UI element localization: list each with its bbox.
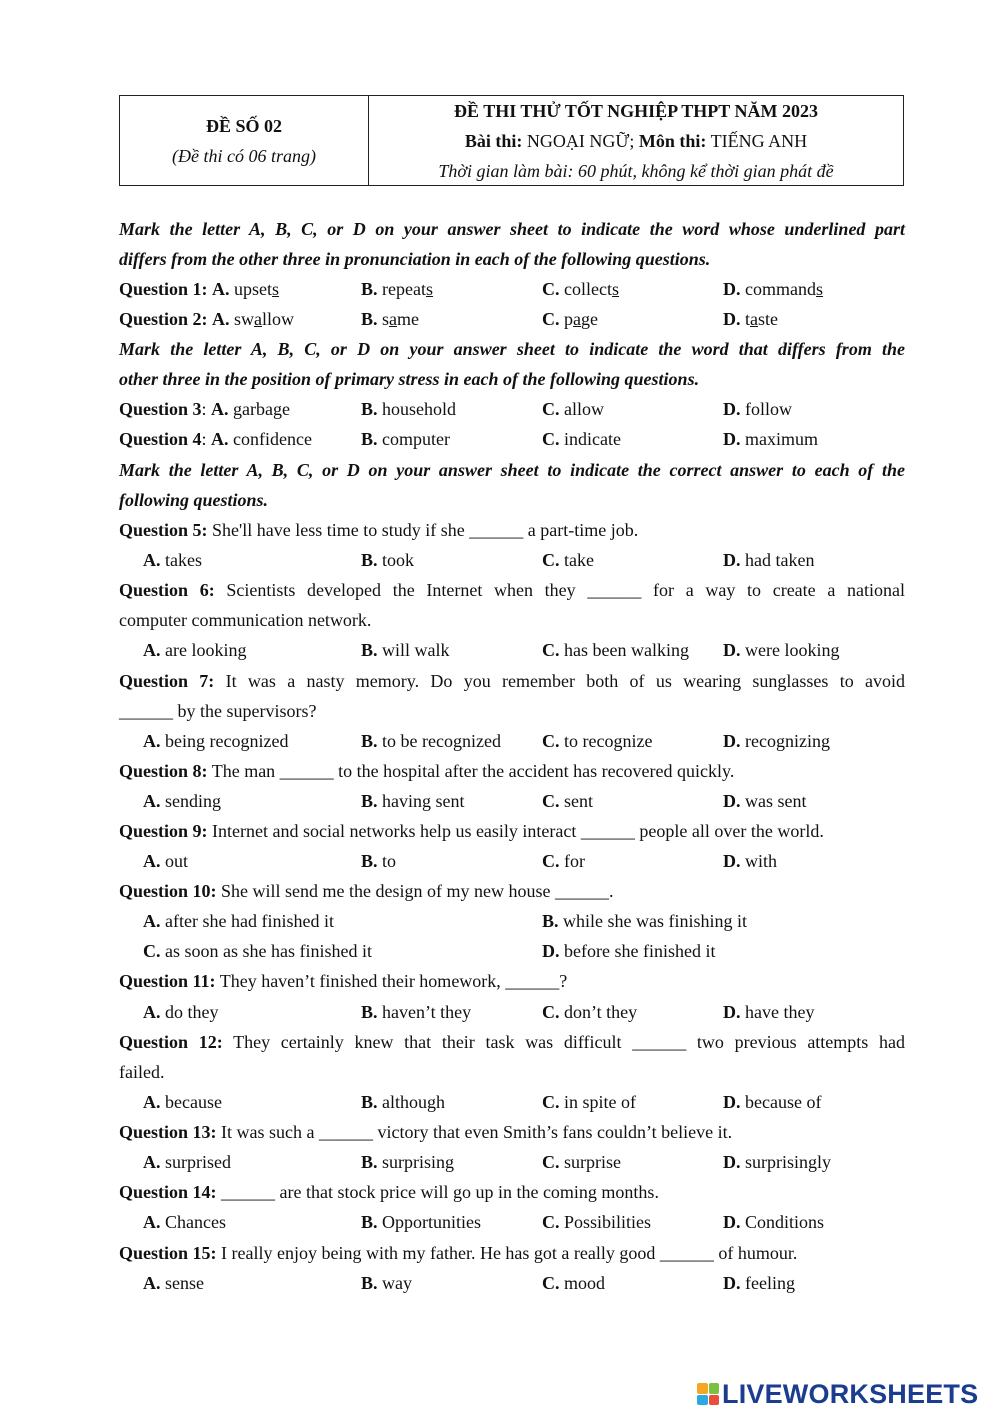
q8-option-d[interactable]: was sent: [745, 791, 807, 811]
q7-option-b[interactable]: to be recognized: [382, 731, 501, 751]
question-9-stem: Question 9: Internet and social networks help us easily interact ______ people all over the world.: [119, 821, 824, 841]
q1-option-d[interactable]: commands: [745, 279, 823, 299]
question-5-stem: Question 5: She'll have less time to study if she ______ a part-time job.: [119, 520, 639, 540]
question-13-stem: Question 13: It was such a ______ victory that even Smith’s fans couldn’t believe it.: [119, 1122, 733, 1142]
q3-option-c[interactable]: allow: [564, 399, 604, 419]
question-10-options-row1: A. after she had finished it B. while she was finishing it: [143, 911, 747, 931]
q2-option-c[interactable]: page: [564, 309, 598, 329]
question-6-options: A. are looking B. will walk C. has been walking D. were looking: [143, 640, 840, 660]
q3-option-b[interactable]: household: [382, 399, 457, 419]
q14-option-a[interactable]: Chances: [165, 1212, 226, 1232]
question-3: Question 3: A. garbage B. household C. allow D. follow: [119, 399, 792, 419]
liveworksheets-logo-text: LIVEWORKSHEETS: [722, 1378, 979, 1409]
q12-option-c[interactable]: in spite of: [564, 1092, 636, 1112]
exam-number: ĐỀ SỐ 02: [205, 115, 283, 136]
question-13-options: A. surprised B. surprising C. surprise D. surprisingly: [143, 1152, 832, 1172]
exam-title: ĐỀ THI THỬ TỐT NGHIỆP THPT NĂM 2023: [454, 100, 818, 121]
q9-option-a[interactable]: out: [165, 851, 189, 871]
question-7-options: A. being recognized B. to be recognized C. to recognize D. recognizing: [143, 731, 830, 751]
question-11-stem: Question 11: They haven’t finished their homework, ______?: [119, 971, 568, 991]
q13-option-a[interactable]: surprised: [165, 1152, 231, 1172]
q4-option-b[interactable]: computer: [382, 429, 450, 449]
q3-option-d[interactable]: follow: [745, 399, 792, 419]
q11-option-b[interactable]: haven’t they: [382, 1002, 472, 1022]
question-14-stem: Question 14: ______ are that stock price will go up in the coming months.: [119, 1182, 659, 1202]
q15-option-d[interactable]: feeling: [745, 1273, 795, 1293]
q8-option-b[interactable]: having sent: [382, 791, 465, 811]
q4-option-c[interactable]: indicate: [564, 429, 621, 449]
instruction-pronunciation-line2: differs from the other three in pronunciation in each of the following questions.: [119, 249, 711, 269]
question-10-stem: Question 10: She will send me the design of my new house ______.: [119, 881, 614, 901]
q2-option-d[interactable]: taste: [745, 309, 779, 329]
liveworksheets-watermark[interactable]: [697, 1380, 978, 1408]
q11-option-a[interactable]: do they: [165, 1002, 219, 1022]
question-4: Question 4: A. confidence B. computer C. indicate D. maximum: [119, 429, 818, 449]
q7-option-d[interactable]: recognizing: [745, 731, 830, 751]
question-9-options: A. out B. to C. for D. with: [143, 851, 778, 871]
question-7-stem-line1: Question 7: It was a nasty memory. Do you remember both of us wearing sunglasses to avoid: [119, 671, 906, 691]
q5-option-d[interactable]: had taken: [745, 550, 815, 570]
question-10-options-row2: C. as soon as she has finished it D. before she finished it: [143, 941, 716, 961]
q15-option-c[interactable]: mood: [564, 1273, 606, 1293]
question-8-options: A. sending B. having sent C. sent D. was sent: [143, 791, 807, 811]
instruction-correct-line2: following questions.: [119, 490, 269, 510]
q9-option-c[interactable]: for: [564, 851, 585, 871]
q1-option-b[interactable]: repeats: [382, 279, 433, 299]
q1-option-c[interactable]: collects: [564, 279, 619, 299]
question-2: Question 2: A. swallow B. same C. page D. taste: [119, 309, 779, 329]
question-12-stem-line2: failed.: [119, 1062, 165, 1082]
instruction-correct-line1: Mark the letter A, B, C, or D on your answer sheet to indicate the correct answer to each of the: [119, 460, 905, 480]
exam-header: [119, 95, 904, 186]
instruction-stress-line2: other three in the position of primary stress in each of the following questions.: [119, 369, 700, 389]
question-1: Question 1: A. upsets B. repeats C. collects D. commands: [119, 279, 823, 299]
q7-option-a[interactable]: being recognized: [165, 731, 289, 751]
q2-option-b[interactable]: same: [382, 309, 420, 329]
q2-option-a[interactable]: swallow: [234, 309, 295, 329]
q6-option-b[interactable]: will walk: [382, 640, 450, 660]
exam-subject: Bài thi: NGOẠI NGỮ; Môn thi: TIẾNG ANH: [464, 130, 808, 151]
question-12-options: A. because B. although C. in spite of D. because of: [143, 1092, 822, 1112]
question-15-stem: Question 15: I really enjoy being with my father. He has got a really good ______ of humour.: [119, 1243, 798, 1263]
q8-option-a[interactable]: sending: [165, 791, 221, 811]
q11-option-c[interactable]: don’t they: [564, 1002, 638, 1022]
q11-option-d[interactable]: have they: [745, 1002, 815, 1022]
q14-option-b[interactable]: Opportunities: [382, 1212, 482, 1232]
q10-option-c[interactable]: as soon as she has finished it: [165, 941, 372, 961]
q12-option-d[interactable]: because of: [745, 1092, 822, 1112]
exam-time-note: Thời gian làm bài: 60 phút, không kể thời gian phát đề: [438, 160, 834, 181]
exam-id-cell: [120, 96, 369, 185]
q14-option-c[interactable]: Possibilities: [564, 1212, 652, 1232]
q13-option-c[interactable]: surprise: [564, 1152, 621, 1172]
q6-option-a[interactable]: are looking: [165, 640, 247, 660]
question-5-options: A. takes B. took C. take D. had taken: [143, 550, 815, 570]
q3-option-a[interactable]: garbage: [233, 399, 290, 419]
q1-option-a[interactable]: upsets: [234, 279, 280, 299]
q15-option-a[interactable]: sense: [165, 1273, 204, 1293]
q10-option-a[interactable]: after she had finished it: [165, 911, 334, 931]
q12-option-b[interactable]: although: [382, 1092, 446, 1112]
question-8-stem: Question 8: The man ______ to the hospital after the accident has recovered quickly.: [119, 761, 735, 781]
q5-option-c[interactable]: take: [564, 550, 594, 570]
pages-note: (Đề thi có 06 trang): [172, 145, 316, 166]
exam-title-cell: [369, 96, 903, 185]
q9-option-b[interactable]: to: [382, 851, 397, 871]
instruction-stress-line1: Mark the letter A, B, C, or D on your answer sheet to indicate the word that differs from the: [119, 339, 905, 359]
q13-option-b[interactable]: surprising: [382, 1152, 455, 1172]
q6-option-c[interactable]: has been walking: [564, 640, 689, 660]
question-11-options: A. do they B. haven’t they C. don’t they D. have they: [143, 1002, 815, 1022]
q13-option-d[interactable]: surprisingly: [745, 1152, 832, 1172]
question-15-options: A. sense B. way C. mood D. feeling: [143, 1273, 795, 1293]
q10-option-b[interactable]: while she was finishing it: [563, 911, 747, 931]
question-6-stem-line1: Question 6: Scientists developed the Internet when they ______ for a way to create a national: [119, 580, 905, 600]
q4-option-a[interactable]: confidence: [233, 429, 312, 449]
q5-option-a[interactable]: takes: [165, 550, 202, 570]
instruction-pronunciation-line1: Mark the letter A, B, C, or D on your answer sheet to indicate the word whose underlined part: [119, 219, 905, 239]
q5-option-b[interactable]: took: [382, 550, 415, 570]
q9-option-d[interactable]: with: [745, 851, 778, 871]
q6-option-d[interactable]: were looking: [745, 640, 840, 660]
question-14-options: A. Chances B. Opportunities C. Possibilities D. Conditions: [143, 1212, 825, 1232]
q15-option-b[interactable]: way: [382, 1273, 413, 1293]
q4-option-d[interactable]: maximum: [745, 429, 818, 449]
question-7-stem-line2: ______ by the supervisors?: [119, 701, 317, 721]
q7-option-c[interactable]: to recognize: [564, 731, 653, 751]
q12-option-a[interactable]: because: [165, 1092, 222, 1112]
liveworksheets-logo-icon: [697, 1383, 719, 1405]
question-12-stem-line1: Question 12: They certainly knew that their task was difficult ______ two previous attempts had: [119, 1032, 905, 1052]
q8-option-c[interactable]: sent: [564, 791, 593, 811]
question-6-stem-line2: computer communication network.: [119, 610, 372, 630]
q14-option-d[interactable]: Conditions: [745, 1212, 825, 1232]
q10-option-d[interactable]: before she finished it: [564, 941, 716, 961]
